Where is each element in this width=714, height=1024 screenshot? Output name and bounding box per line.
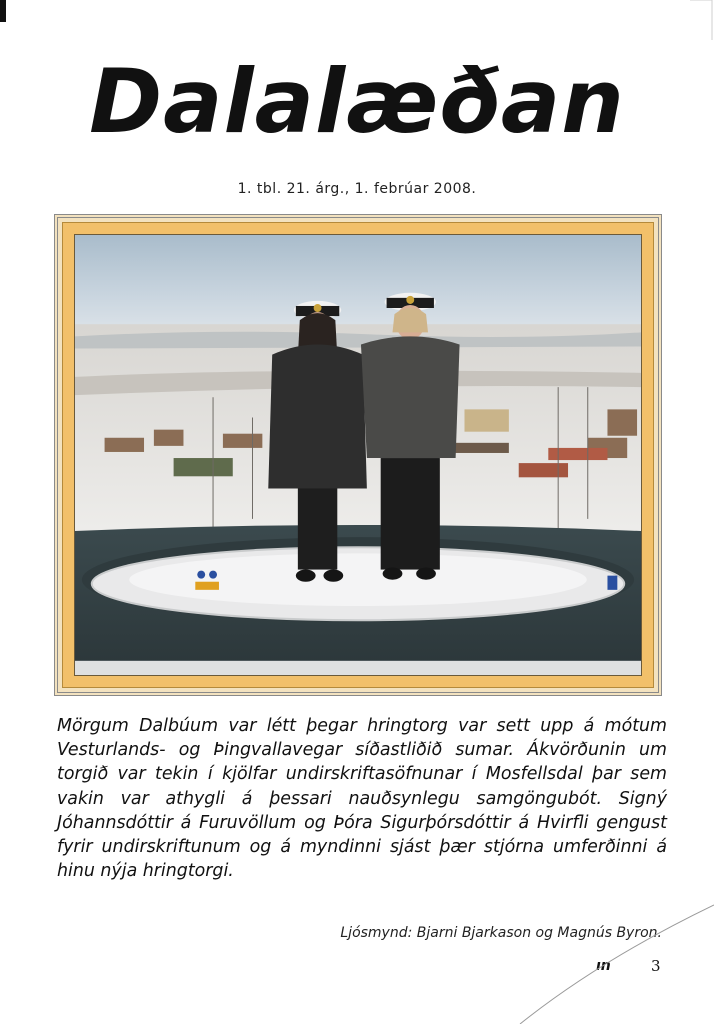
photo-caption: Mörgum Dalbúum var létt þegar hringtorg var sett upp á mótum Vesturlands- og Þingvallavegar síðastliðið sumar. Ákvörðunin um torgið var tekin í kjölfar undirskriftasöfnunar í Mosfellsdal þar sem vakin var athygli á þessari nauðsynlegu samgöngubót. Signý Jóhannsdóttir á Furuvöllum og Þóra Sigurþórsdóttir á Hvirfli gengust fyrir undirskriftunum og á myndinni sjást þær stjórna umferðinni á hinu nýja hringtorgi.	[57, 716, 667, 882]
photo-frame	[54, 214, 662, 696]
page-number: 3	[651, 957, 661, 975]
issue-line: 1. tbl. 21. árg., 1. febrúar 2008.	[237, 181, 477, 197]
scan-edge-mark	[0, 0, 6, 22]
roundabout-photo	[74, 234, 642, 676]
roundabout-photo-illustration	[75, 235, 641, 675]
photo-credit: Ljósmynd: Bjarni Bjarkason og Magnús Byron.	[340, 925, 662, 941]
footer-logo-fragment: ın	[596, 958, 611, 974]
photo-mat	[62, 222, 654, 688]
masthead-title: Dalalæðan	[89, 50, 625, 153]
